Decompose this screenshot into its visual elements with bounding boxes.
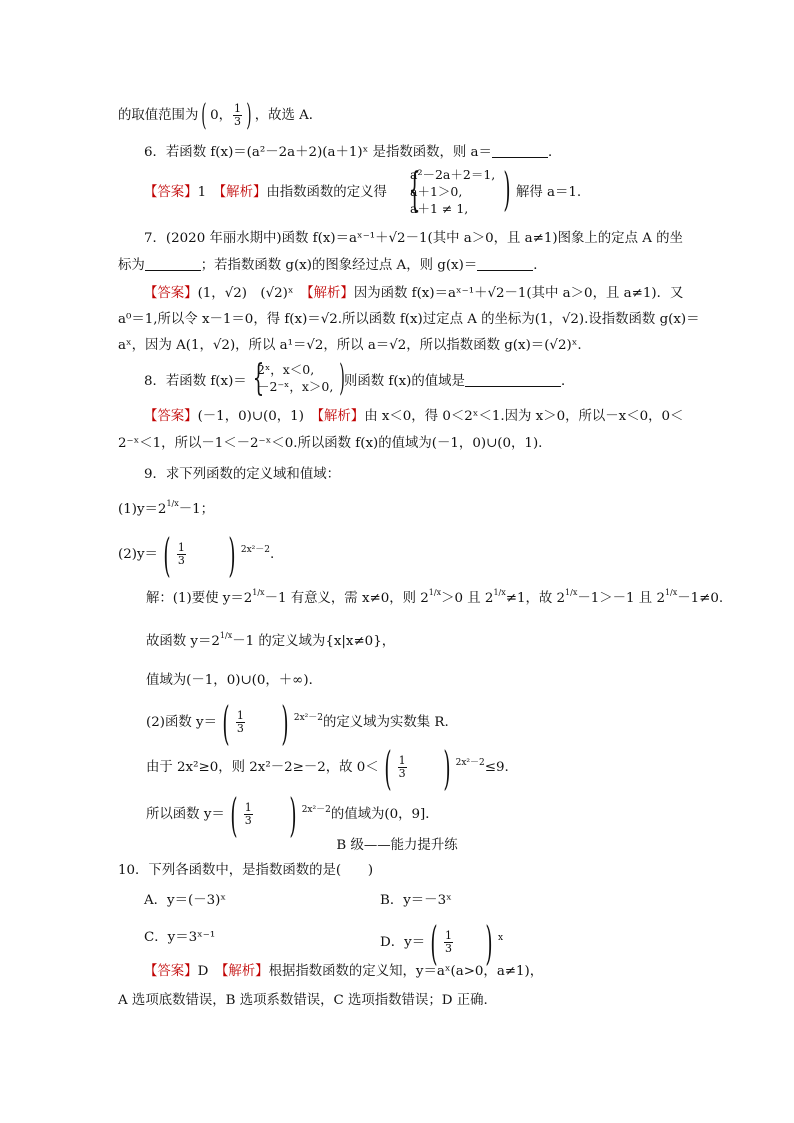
text-line <box>118 434 542 454</box>
analysis-text: 由指数函数的定义得 <box>266 185 387 200</box>
solution-line-3 <box>146 671 322 691</box>
left-paren: ( <box>201 97 207 133</box>
analysis-text: a⁰＝1,所以令 x－1＝0，得 f(x)＝√2.所以函数 f(x)过定点 A 的坐标为(1，√2).设指数函数 g(x)＝ <box>118 312 700 327</box>
analysis-text: A 选项底数错误，B 选项系数错误，C 选项指数错误；D 正确. <box>118 993 488 1008</box>
fraction <box>398 755 407 780</box>
exponent: 1/x <box>664 588 678 597</box>
right-paren: ) <box>246 97 252 133</box>
answer-tag: 【答案】 <box>144 185 198 200</box>
question-6 <box>144 143 561 163</box>
text-line <box>344 372 574 392</box>
exponent: 2x²－2 <box>293 713 324 723</box>
fraction <box>177 542 186 567</box>
denominator: 3 <box>244 814 252 827</box>
text: －1＞－1 且 2 <box>577 591 665 606</box>
solution-line-4 <box>146 695 449 750</box>
numerator: 1 <box>445 929 453 942</box>
numerator: 1 <box>398 754 406 767</box>
answer-blank <box>477 257 533 271</box>
right-brace: ) <box>339 358 345 399</box>
right-paren: ) <box>289 787 297 842</box>
exponent: 1/x <box>252 588 265 597</box>
text: ． <box>560 374 575 389</box>
question-7 <box>144 229 683 249</box>
text: 标为 <box>118 258 145 273</box>
text: 解：(1)要使 y＝2 <box>146 591 253 606</box>
text: ． <box>533 258 547 273</box>
question-text: 10．下列各函数中，是指数函数的是( ) <box>118 863 374 878</box>
analysis-text: 由 x＜0，得 0＜2ˣ＜1.因为 x＞0，所以－x＜0，0＜ <box>364 409 684 424</box>
text: 的值域为(0，9]． <box>330 807 439 822</box>
text: (2)y＝ <box>118 547 158 562</box>
text: 解得 a＝1. <box>516 185 582 200</box>
option-d <box>380 915 504 970</box>
solution-line-2 <box>146 632 395 652</box>
equation: a＋1 ≠ 1, <box>410 201 469 216</box>
equation-system-6 <box>400 162 511 218</box>
left-paren: ( <box>222 695 230 750</box>
text: (1)y＝2 <box>118 502 167 517</box>
analysis-tag: 【解析】 <box>219 185 267 200</box>
exponent: 1/x <box>428 588 442 597</box>
text: ，故选 A． <box>254 108 323 123</box>
question-8 <box>144 372 247 392</box>
exponent: x <box>498 933 504 943</box>
option-text: C．y＝3ˣ⁻¹ <box>144 930 216 945</box>
analysis-text: 因为函数 f(x)＝aˣ⁻¹＋√2－1(其中 a＞0，且 a≠1)．又 <box>353 286 684 301</box>
equation: a＋1＞0, <box>410 184 463 199</box>
analysis-text: 2⁻ˣ＜1，所以－1＜－2⁻ˣ＜0.所以函数 f(x)的值域为(－1，0)∪(0，1). <box>118 436 543 451</box>
answer-tag: 【答案】 <box>144 964 198 979</box>
question-text: 6．若函数 f(x)＝(a²－2a＋2)(a＋1)ˣ 是指数函数，则 a＝ <box>144 145 492 160</box>
solution-line-6 <box>146 787 439 842</box>
analysis-tag: 【解析】 <box>221 964 269 979</box>
text: 由于 2x²≥0，则 2x²－2≥－2，故 0＜ <box>146 760 379 775</box>
solution-line-5 <box>146 740 509 795</box>
answer-tag: 【答案】 <box>144 409 198 424</box>
text: 的取值范围为 <box>118 108 199 123</box>
answer-value: (1，√2) (√2)ˣ <box>197 286 294 301</box>
option-b <box>380 891 452 911</box>
answer-blank <box>492 144 548 158</box>
denominator: 3 <box>236 722 244 735</box>
text: ． <box>547 145 562 160</box>
answer-blank <box>465 373 561 387</box>
exponent: 2x²－2 <box>301 805 331 815</box>
text: (2)函数 y＝ <box>146 715 217 730</box>
denominator: 3 <box>233 115 241 128</box>
equation: a²－2a＋2＝1, <box>410 167 496 182</box>
denominator: 3 <box>398 767 406 780</box>
exponent: 1/x <box>219 631 233 640</box>
text: ；若指数函数 g(x)的图象经过点 A，则 g(x)＝ <box>200 258 478 273</box>
denominator: 3 <box>445 942 453 955</box>
fraction <box>244 802 253 827</box>
numerator: 1 <box>177 541 185 554</box>
piece: －2⁻ˣ，x＞0, <box>257 379 334 394</box>
exponent: 1/x <box>565 588 578 597</box>
left-brace: { <box>252 358 265 399</box>
text-line <box>118 336 582 356</box>
text: 值域为(－1，0)∪(0，＋∞)． <box>146 673 322 688</box>
piece: 2ˣ，x＜0, <box>257 362 315 377</box>
question-10 <box>118 861 373 881</box>
text: －1≠0. <box>677 591 724 606</box>
answer-8 <box>144 407 683 427</box>
numerator: 1 <box>233 102 241 115</box>
right-paren: ) <box>281 695 289 750</box>
section-heading: B 级——能力提升练 <box>336 838 458 853</box>
analysis-text: 根据指数函数的定义知，y＝aˣ(a>0，a≠1)， <box>268 964 544 979</box>
text: －1； <box>178 502 215 517</box>
option-text: A．y＝(－3)ˣ <box>144 893 227 908</box>
question-7-line-2 <box>118 256 547 276</box>
text: －1 的定义域为{x|x≠0}， <box>232 634 396 649</box>
answer-10 <box>144 962 543 982</box>
text: 则函数 f(x)的值域是 <box>344 374 465 389</box>
answer-value: D <box>197 964 209 979</box>
numerator: 1 <box>236 709 244 722</box>
option-text: B．y＝－3ˣ <box>380 893 452 908</box>
text: －1 有意义，需 x≠0，则 2 <box>264 591 429 606</box>
fraction <box>233 103 242 128</box>
question-9-part-1 <box>118 500 214 520</box>
solution-line-1 <box>146 589 723 609</box>
analysis-tag: 【解析】 <box>317 409 365 424</box>
option-c <box>144 928 215 948</box>
text-line <box>118 97 323 133</box>
question-9 <box>144 465 340 485</box>
answer-blank <box>145 257 201 271</box>
answer-value: (－1，0)∪(0，1) <box>197 409 304 424</box>
left-paren: ( <box>384 740 392 795</box>
question-text: 7．(2020 年丽水期中)函数 f(x)＝aˣ⁻¹＋√2－1(其中 a＞0，且 a≠1)图象上的定点 A 的坐 <box>144 231 683 246</box>
fraction <box>236 710 245 735</box>
denominator: 3 <box>177 554 185 567</box>
piecewise-function <box>247 358 347 399</box>
left-brace: { <box>408 162 421 216</box>
text: . <box>269 547 275 562</box>
question-text: 8．若函数 f(x)＝ <box>144 374 247 389</box>
text: 的定义域为实数集 R. <box>323 715 449 730</box>
left-paren: ( <box>230 787 238 842</box>
answer-tag: 【答案】 <box>144 286 198 301</box>
exponent: 2x²－2 <box>455 758 485 768</box>
question-text: 9．求下列函数的定义域和值域： <box>144 467 340 482</box>
option-text: D．y＝ <box>380 935 426 950</box>
left-paren: ( <box>163 527 171 582</box>
numerator: 1 <box>244 801 252 814</box>
question-9-part-2 <box>118 527 275 582</box>
right-paren: ) <box>485 915 493 970</box>
fraction <box>444 930 453 955</box>
text: 所以函数 y＝ <box>146 807 225 822</box>
text: ≠1，故 2 <box>505 591 566 606</box>
text-line <box>516 183 581 203</box>
text: 0， <box>210 108 232 123</box>
right-paren: ) <box>443 740 451 795</box>
analysis-text: aˣ，因为 A(1，√2)，所以 a¹＝√2，所以 a＝√2，所以指数函数 g(x)＝(√2)ˣ. <box>118 338 582 353</box>
text: 故函数 y＝2 <box>146 634 220 649</box>
option-a <box>144 891 226 911</box>
analysis-tag: 【解析】 <box>306 286 354 301</box>
text-line <box>118 991 488 1011</box>
answer-7 <box>144 284 683 304</box>
exponent: 1/x <box>493 588 506 597</box>
text: ＞0 且 2 <box>441 591 494 606</box>
exponent: 1/x <box>166 499 179 508</box>
right-paren: ) <box>228 527 236 582</box>
exponent: 2x²－2 <box>240 545 270 555</box>
right-brace: ) <box>503 162 511 216</box>
text-line <box>118 310 700 330</box>
text: ≤9. <box>484 760 509 775</box>
answer-value: 1 <box>197 185 207 200</box>
answer-6 <box>144 183 387 203</box>
left-paren: ( <box>430 915 438 970</box>
